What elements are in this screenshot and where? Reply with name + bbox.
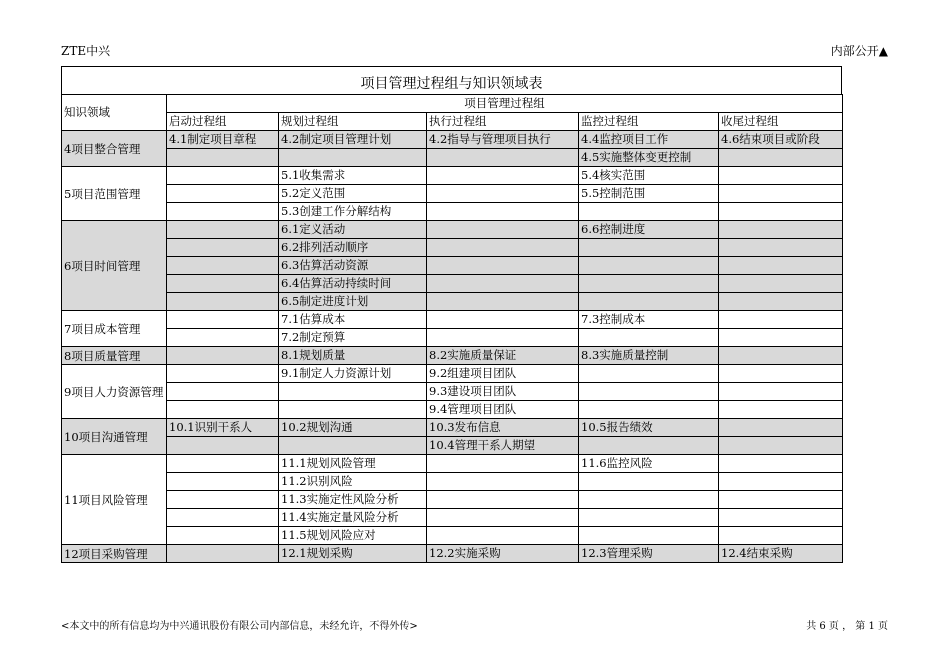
process-cell [719, 491, 843, 509]
table-row [62, 509, 843, 527]
process-cell [719, 293, 843, 311]
table-row [62, 149, 843, 167]
process-cell [427, 509, 579, 527]
table-row [62, 239, 843, 257]
process-cell: 8.3实施质量控制 [579, 347, 719, 365]
process-cell: 10.2规划沟通 [279, 419, 427, 437]
process-cell [579, 437, 719, 455]
process-cell [719, 185, 843, 203]
process-cell: 5.4核实范围 [579, 167, 719, 185]
knowledge-area-header: 知识领域 [62, 95, 167, 131]
classification-label: 内部公开▲ [830, 44, 888, 58]
process-cell [579, 527, 719, 545]
process-cell: 11.4实施定量风险分析 [279, 509, 427, 527]
process-cell [719, 383, 843, 401]
process-cell [719, 473, 843, 491]
table-row [62, 257, 843, 275]
process-cell: 11.1规划风险管理 [279, 455, 427, 473]
process-cell [167, 275, 279, 293]
header-row-2 [62, 113, 843, 131]
process-cell [719, 239, 843, 257]
process-cell: 11.6监控风险 [579, 455, 719, 473]
process-cell: 4.4监控项目工作 [579, 131, 719, 149]
process-cell [579, 239, 719, 257]
table-row [62, 491, 843, 509]
process-cell [579, 329, 719, 347]
process-cell: 10.5报告绩效 [579, 419, 719, 437]
process-cell [427, 311, 579, 329]
table-row [62, 293, 843, 311]
process-cell [167, 383, 279, 401]
process-cell [719, 419, 843, 437]
knowledge-area-cell: 12项目采购管理 [62, 545, 167, 563]
process-cell [579, 473, 719, 491]
process-cell [427, 149, 579, 167]
knowledge-area-cell: 8项目质量管理 [62, 347, 167, 365]
process-cell [579, 383, 719, 401]
process-cell [579, 293, 719, 311]
process-cell [427, 455, 579, 473]
process-cell: 6.2排列活动顺序 [279, 239, 427, 257]
process-cell [427, 527, 579, 545]
process-cell [579, 401, 719, 419]
footer-notice: <本文中的所有信息均为中兴通讯股份有限公司内部信息，未经允许，不得外传> [61, 621, 418, 632]
process-cell [719, 437, 843, 455]
process-cell: 4.6结束项目或阶段 [719, 131, 843, 149]
process-cell: 4.5实施整体变更控制 [579, 149, 719, 167]
process-cell [719, 221, 843, 239]
table-row [62, 419, 843, 437]
process-cell [719, 275, 843, 293]
knowledge-area-cell: 6项目时间管理 [62, 221, 167, 311]
process-cell [167, 329, 279, 347]
process-cell: 5.2定义范围 [279, 185, 427, 203]
column-header-closing: 收尾过程组 [719, 113, 843, 131]
process-cell: 12.2实施采购 [427, 545, 579, 563]
table-row [62, 545, 843, 563]
table-row [62, 131, 843, 149]
process-cell [427, 329, 579, 347]
process-cell [427, 293, 579, 311]
table-row [62, 311, 843, 329]
company-name: ZTE中兴 [61, 44, 111, 58]
process-cell [579, 203, 719, 221]
process-cell: 5.5控制范围 [579, 185, 719, 203]
table-row [62, 455, 843, 473]
process-cell [167, 149, 279, 167]
process-cell: 11.2识别风险 [279, 473, 427, 491]
process-cell: 7.3控制成本 [579, 311, 719, 329]
process-cell [427, 239, 579, 257]
process-cell [167, 491, 279, 509]
process-cell [167, 185, 279, 203]
column-header-executing: 执行过程组 [427, 113, 579, 131]
process-cell: 4.2制定项目管理计划 [279, 131, 427, 149]
process-cell [167, 509, 279, 527]
table-row [62, 401, 843, 419]
process-cell [719, 347, 843, 365]
process-cell [579, 275, 719, 293]
process-cell [167, 455, 279, 473]
table-title: 项目管理过程组与知识领域表 [61, 66, 842, 94]
knowledge-area-cell: 4项目整合管理 [62, 131, 167, 167]
process-cell [167, 545, 279, 563]
process-cell: 7.2制定预算 [279, 329, 427, 347]
process-knowledge-table [61, 94, 843, 563]
table-row [62, 365, 843, 383]
table-row [62, 221, 843, 239]
process-cell [719, 149, 843, 167]
process-cell: 6.3估算活动资源 [279, 257, 427, 275]
process-cell [427, 221, 579, 239]
process-cell [279, 149, 427, 167]
table-row [62, 527, 843, 545]
process-cell: 8.2实施质量保证 [427, 347, 579, 365]
process-cell [167, 473, 279, 491]
table-row [62, 203, 843, 221]
process-cell: 6.5制定进度计划 [279, 293, 427, 311]
knowledge-area-cell: 10项目沟通管理 [62, 419, 167, 455]
process-cell [167, 437, 279, 455]
knowledge-area-cell: 7项目成本管理 [62, 311, 167, 347]
column-header-initiating: 启动过程组 [167, 113, 279, 131]
process-cell [719, 365, 843, 383]
process-cell [279, 383, 427, 401]
process-cell: 9.1制定人力资源计划 [279, 365, 427, 383]
process-cell [719, 527, 843, 545]
process-cell [167, 365, 279, 383]
process-cell: 10.4管理干系人期望 [427, 437, 579, 455]
knowledge-area-cell: 11项目风险管理 [62, 455, 167, 545]
process-cell [167, 311, 279, 329]
table-row [62, 329, 843, 347]
process-cell: 6.6控制进度 [579, 221, 719, 239]
process-cell [719, 203, 843, 221]
process-cell: 6.4估算活动持续时间 [279, 275, 427, 293]
process-cell: 5.3创建工作分解结构 [279, 203, 427, 221]
process-cell: 9.2组建项目团队 [427, 365, 579, 383]
process-cell [427, 473, 579, 491]
process-cell [719, 509, 843, 527]
process-cell: 10.3发布信息 [427, 419, 579, 437]
table-row [62, 473, 843, 491]
process-cell [579, 365, 719, 383]
process-cell [719, 401, 843, 419]
process-cell: 10.1识别干系人 [167, 419, 279, 437]
process-cell: 12.4结束采购 [719, 545, 843, 563]
process-cell [719, 311, 843, 329]
process-cell [719, 257, 843, 275]
process-cell [579, 509, 719, 527]
process-cell [579, 257, 719, 275]
process-cell [167, 401, 279, 419]
process-cell [167, 239, 279, 257]
process-cell: 8.1规划质量 [279, 347, 427, 365]
process-cell: 4.2指导与管理项目执行 [427, 131, 579, 149]
header-row-1 [62, 95, 843, 113]
process-cell: 11.3实施定性风险分析 [279, 491, 427, 509]
table-row [62, 347, 843, 365]
process-cell: 6.1定义活动 [279, 221, 427, 239]
process-cell: 11.5规划风险应对 [279, 527, 427, 545]
process-cell [167, 527, 279, 545]
process-cell [719, 167, 843, 185]
process-cell: 5.1收集需求 [279, 167, 427, 185]
process-cell [427, 275, 579, 293]
process-cell [167, 257, 279, 275]
process-cell: 7.1估算成本 [279, 311, 427, 329]
process-cell [279, 437, 427, 455]
column-header-monitoring: 监控过程组 [579, 113, 719, 131]
process-cell [167, 221, 279, 239]
process-cell [427, 167, 579, 185]
process-cell [167, 293, 279, 311]
process-cell [167, 347, 279, 365]
process-cell: 9.3建设项目团队 [427, 383, 579, 401]
process-group-header: 项目管理过程组 [167, 95, 843, 113]
process-cell [427, 203, 579, 221]
process-cell: 9.4管理项目团队 [427, 401, 579, 419]
process-cell [167, 167, 279, 185]
footer-page-info: 共 6 页 ， 第 1 页 [806, 621, 888, 632]
process-cell [579, 491, 719, 509]
table-row [62, 275, 843, 293]
process-cell [167, 203, 279, 221]
process-cell [719, 329, 843, 347]
process-cell: 4.1制定项目章程 [167, 131, 279, 149]
process-cell [427, 185, 579, 203]
process-cell: 12.1规划采购 [279, 545, 427, 563]
process-cell: 12.3管理采购 [579, 545, 719, 563]
table-row [62, 185, 843, 203]
table-row [62, 383, 843, 401]
knowledge-area-cell: 9项目人力资源管理 [62, 365, 167, 419]
table-row [62, 437, 843, 455]
knowledge-area-cell: 5项目范围管理 [62, 167, 167, 221]
table-row [62, 167, 843, 185]
column-header-planning: 规划过程组 [279, 113, 427, 131]
process-cell [427, 257, 579, 275]
process-cell [719, 455, 843, 473]
process-cell [279, 401, 427, 419]
process-cell [427, 491, 579, 509]
